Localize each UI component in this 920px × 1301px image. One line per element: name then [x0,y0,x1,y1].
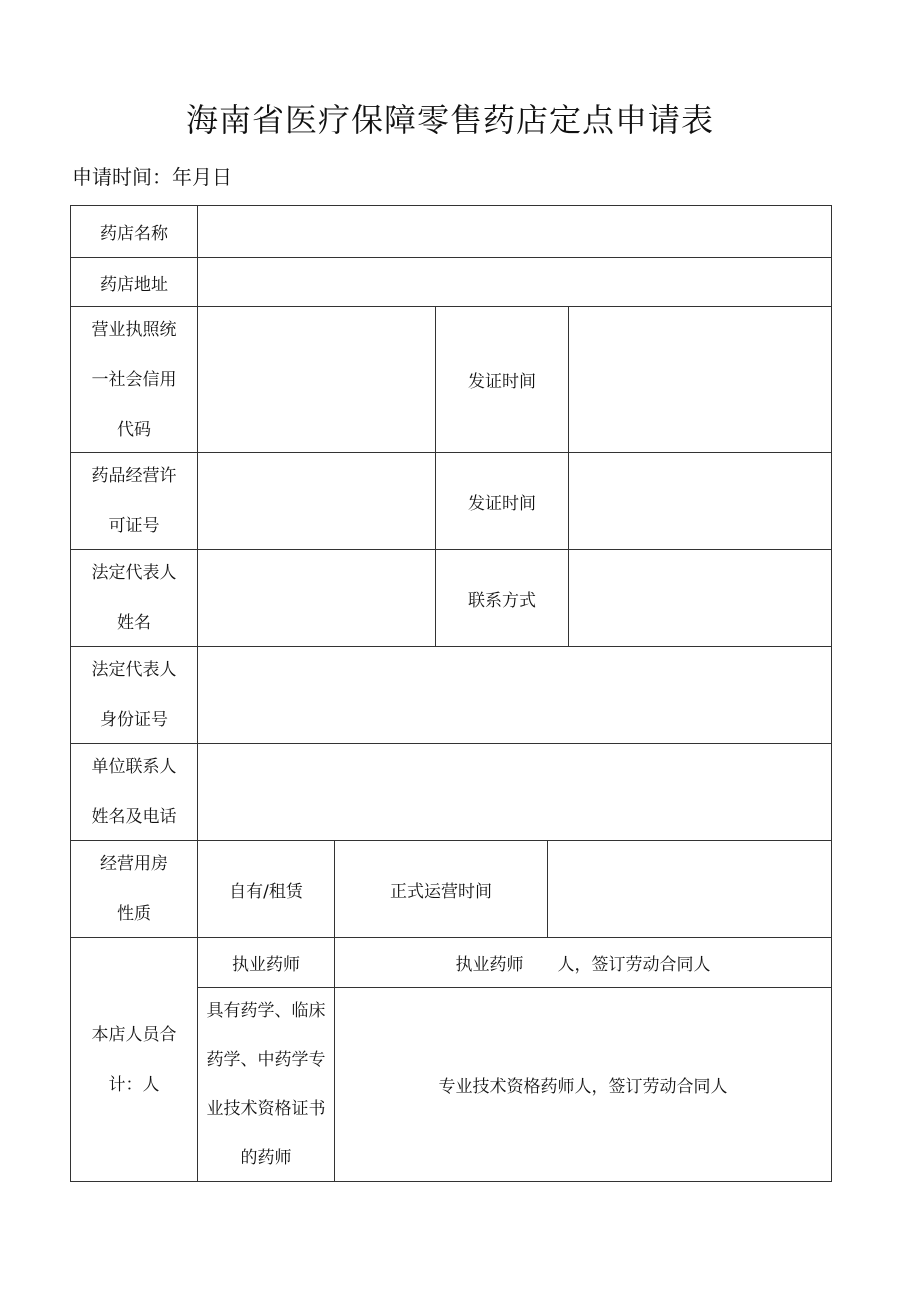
legal-rep-name-label [70,549,198,647]
label-line: 单位联系人 [91,757,177,777]
label-line: 身份证号 [100,710,168,730]
label-line: 本店人员合 [91,1024,177,1045]
label-line: 姓名及电话 [91,807,177,827]
label-line: 计：人 [108,1074,160,1095]
legal-rep-id-field[interactable] [197,646,832,744]
label-line: 营业执照统 [91,319,177,340]
label-line: 法定代表人 [91,563,177,583]
label-line: 姓名 [117,613,151,633]
label-line: 法定代表人 [91,660,177,680]
label-line: 业技术资格证书 [206,1098,326,1119]
label-line: 可证号 [108,516,160,536]
licensed-pharmacist-value[interactable]: 执业药师 人，签订劳动合同人 [334,937,832,988]
issue-time-field-1[interactable] [568,306,832,453]
contact-method-field[interactable] [568,549,832,647]
drug-license-field[interactable] [197,452,436,550]
legal-rep-name-field[interactable] [197,549,436,647]
label-line: 的药师 [240,1147,292,1168]
unit-contact-field[interactable] [197,743,832,841]
pharmacy-address-label: 药店地址 [70,257,198,307]
label-line: 药品经营许 [91,466,177,486]
qualified-pharmacist-value[interactable]: 专业技术资格药师人，签订劳动合同人 [334,987,832,1182]
label-line: 一社会信用 [91,369,177,390]
pharmacy-name-field[interactable] [197,205,832,258]
premises-label [70,840,198,938]
contact-method-label: 联系方式 [435,549,569,647]
unit-contact-label [70,743,198,841]
legal-rep-id-label [70,646,198,744]
license-code-field[interactable] [197,306,436,453]
staff-total-label [70,937,198,1182]
licensed-pharmacist-label: 执业药师 [197,937,335,988]
premises-value[interactable]: 自有/租赁 [197,840,335,938]
pharmacy-name-label: 药店名称 [70,205,198,258]
issue-time-label-1: 发证时间 [435,306,569,453]
label-line: 性质 [117,904,151,924]
page-title: 海南省医疗保障零售药店定点申请表 [185,101,714,139]
pharmacy-address-field[interactable] [197,257,832,307]
application-date: 申请时间：年月日 [72,165,232,189]
drug-license-label [70,452,198,550]
license-code-label [70,306,198,453]
qualified-pharmacist-label [197,987,335,1182]
label-line: 具有药学、临床 [206,1000,326,1021]
issue-time-field-2[interactable] [568,452,832,550]
operation-time-field[interactable] [547,840,832,938]
label-line: 代码 [117,419,151,440]
issue-time-label-2: 发证时间 [435,452,569,550]
label-line: 药学、中药学专 [206,1049,326,1070]
operation-time-label: 正式运营时间 [334,840,548,938]
label-line: 经营用房 [100,854,168,874]
